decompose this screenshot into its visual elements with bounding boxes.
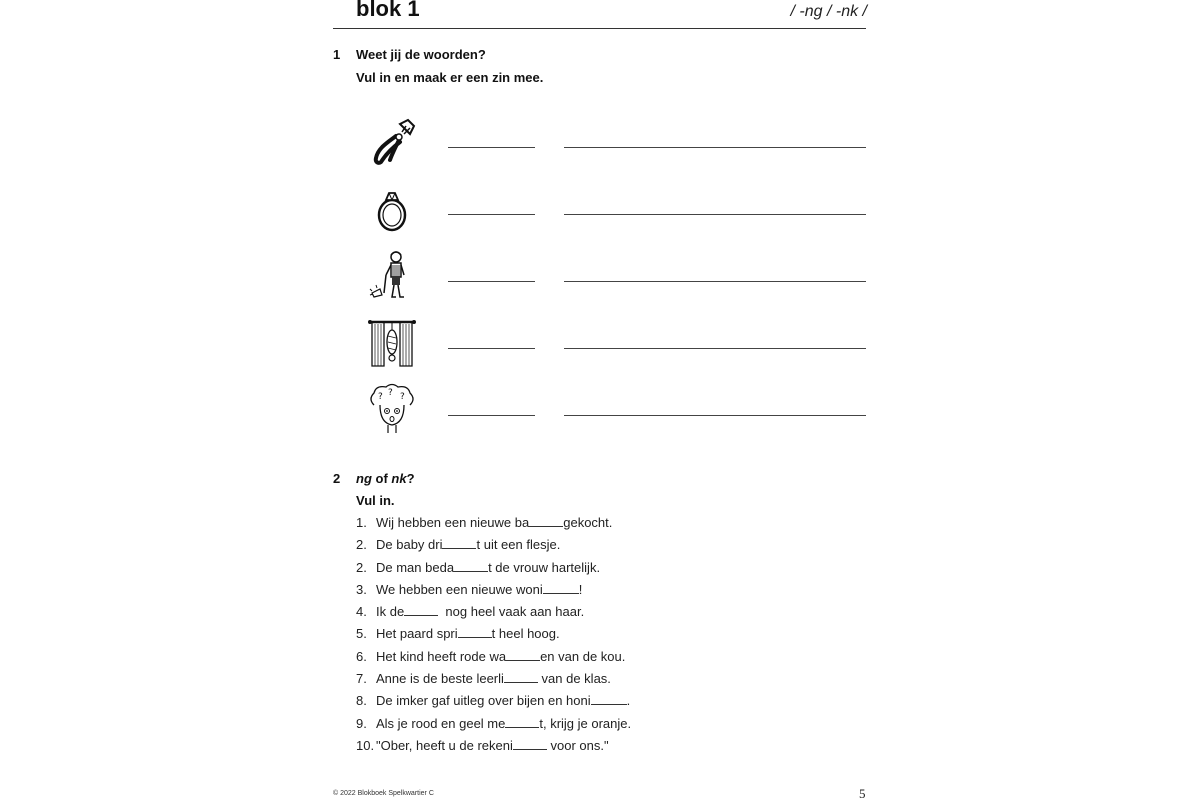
item-text-after: . xyxy=(626,693,631,709)
sentence-answer-line-3[interactable] xyxy=(564,281,866,282)
item-text-after: t, krijg je oranje. xyxy=(539,715,632,731)
item-number: 10. xyxy=(356,737,375,753)
word-answer-line-3[interactable] xyxy=(448,281,535,282)
fill-in-blank[interactable] xyxy=(529,515,563,527)
page-number: 5 xyxy=(859,786,866,801)
item-text-before: De man beda xyxy=(376,559,455,575)
list-item xyxy=(356,559,631,581)
word-answer-line-2[interactable] xyxy=(448,214,535,215)
item-text-after: ! xyxy=(578,581,583,597)
question-option-ng: ng xyxy=(356,471,372,486)
svg-text:?: ? xyxy=(388,388,393,398)
word-answer-line-1[interactable] xyxy=(448,147,535,148)
item-text-before: Anne is de beste leerli xyxy=(376,671,504,687)
list-item xyxy=(356,603,631,625)
list-item xyxy=(356,536,631,558)
sentence-answer-line-1[interactable] xyxy=(564,147,866,148)
item-text-before: We hebben een nieuwe woni xyxy=(376,581,543,597)
spelling-category-tag: / -ng / -nk / xyxy=(790,3,867,20)
confused-head-icon xyxy=(366,383,418,435)
item-text-after: t uit een flesje. xyxy=(476,537,561,553)
list-item xyxy=(356,648,631,670)
svg-text:?: ? xyxy=(400,392,405,402)
item-number: 6. xyxy=(356,648,367,664)
item-text-after: t heel hoog. xyxy=(491,626,560,642)
svg-text:?: ? xyxy=(378,392,383,402)
exercise-2-question xyxy=(356,471,415,486)
fill-in-blank[interactable] xyxy=(504,671,538,683)
item-text-before: "Ober, heeft u de rekeni xyxy=(376,737,513,753)
exercise-2-number: 2 xyxy=(333,471,341,486)
item-text-after: voor ons." xyxy=(546,737,609,753)
item-text-after: t de vrouw hartelijk. xyxy=(488,559,601,575)
question-option-nk: nk xyxy=(391,471,407,486)
fill-in-blank[interactable] xyxy=(506,649,540,661)
item-number: 8. xyxy=(356,693,367,709)
list-item xyxy=(356,625,631,647)
item-text-after: en van de kou. xyxy=(540,648,626,664)
item-text-before: Wij hebben een nieuwe ba xyxy=(376,515,530,530)
item-text-before: Het kind heeft rode wa xyxy=(376,648,507,664)
fill-in-blank[interactable] xyxy=(513,738,547,750)
fill-in-blank[interactable] xyxy=(442,537,476,549)
item-number: 2. xyxy=(356,559,367,575)
exercise-1-question: Weet jij de woorden? xyxy=(356,47,486,62)
item-text-before: Ik de xyxy=(376,604,405,620)
exercise-2-instruction: Vul in. xyxy=(356,493,395,508)
word-answer-line-5[interactable] xyxy=(448,415,535,416)
fill-in-blank[interactable] xyxy=(591,693,627,705)
list-item xyxy=(356,692,631,714)
item-number: 1. xyxy=(356,515,367,530)
list-item xyxy=(356,670,631,692)
item-text-before: Als je rood en geel me xyxy=(376,715,506,731)
item-number: 7. xyxy=(356,671,367,687)
item-text-after: gekocht. xyxy=(563,515,613,530)
list-item xyxy=(356,737,631,759)
item-text-before: De baby dri xyxy=(376,537,443,553)
item-number: 3. xyxy=(356,581,367,597)
item-text-after: nog heel vaak aan haar. xyxy=(438,604,585,620)
boy-limping-icon xyxy=(366,249,418,301)
sentence-answer-line-4[interactable] xyxy=(564,348,866,349)
curtain-hanging-figure-icon xyxy=(366,316,418,368)
question-connector: of xyxy=(371,471,392,486)
item-text-after: van de klas. xyxy=(537,671,611,687)
list-item xyxy=(356,514,631,536)
item-text-before: Het paard spri xyxy=(376,626,458,642)
word-answer-line-4[interactable] xyxy=(448,348,535,349)
question-mark: ? xyxy=(406,471,415,486)
fill-in-blank[interactable] xyxy=(458,626,492,638)
exercise-1-number: 1 xyxy=(333,47,341,62)
exercise-1-instruction: Vul in en maak er een zin mee. xyxy=(356,70,544,85)
item-number: 5. xyxy=(356,626,367,642)
item-number: 9. xyxy=(356,715,367,731)
footer-copyright: © 2022 Blokboek Spelkwartier C xyxy=(333,790,434,797)
ring-icon xyxy=(366,183,418,235)
sentence-answer-line-5[interactable] xyxy=(564,415,866,416)
item-number: 2. xyxy=(356,537,367,553)
item-number: 4. xyxy=(356,604,367,620)
fill-in-blank[interactable] xyxy=(505,716,539,728)
header-divider xyxy=(333,28,866,29)
item-text-before: De imker gaf uitleg over bijen en honi xyxy=(376,693,591,709)
page-title: blok 1 xyxy=(356,0,420,21)
list-item xyxy=(356,581,631,603)
fill-in-blank[interactable] xyxy=(543,582,579,594)
pliers-icon xyxy=(366,118,418,170)
sentence-answer-line-2[interactable] xyxy=(564,214,866,215)
fill-in-blank[interactable] xyxy=(404,604,438,616)
fill-in-list xyxy=(356,514,631,759)
fill-in-blank[interactable] xyxy=(454,560,488,572)
list-item xyxy=(356,715,631,737)
